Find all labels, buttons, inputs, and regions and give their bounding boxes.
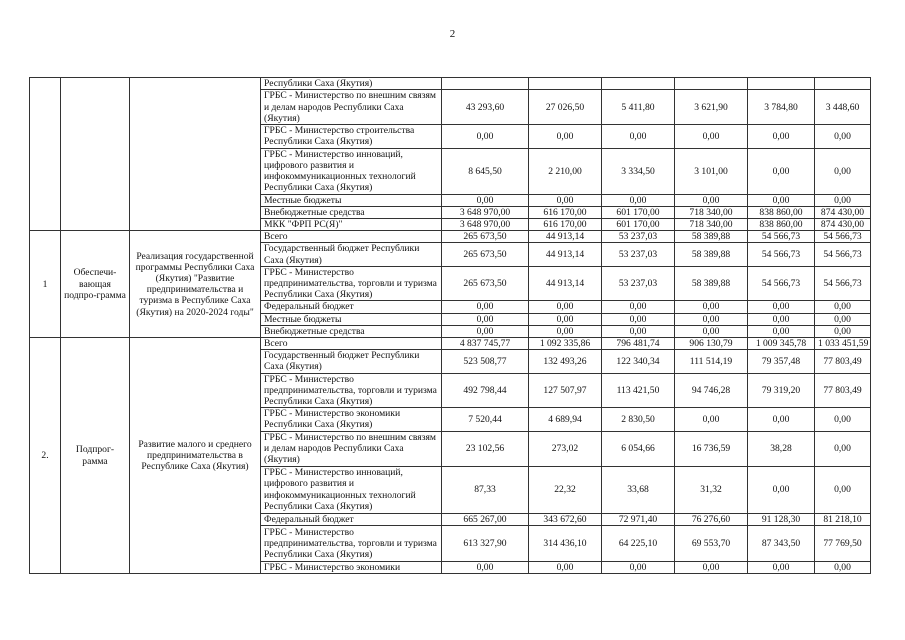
amount-cell: 23 102,56 (442, 431, 529, 466)
amount-cell: 0,00 (815, 125, 871, 148)
amount-cell: 906 130,79 (675, 338, 748, 350)
amount-cell: 0,00 (529, 313, 602, 325)
amount-cell: 5 411,80 (602, 90, 675, 125)
amount-cell: 3 334,50 (602, 148, 675, 194)
amount-cell: 0,00 (815, 431, 871, 466)
amount-cell: 0,00 (748, 466, 815, 513)
amount-cell: 43 293,60 (442, 90, 529, 125)
amount-cell: 0,00 (442, 194, 529, 206)
program-name (130, 78, 261, 231)
amount-cell: 132 493,26 (529, 350, 602, 373)
funding-source: Федеральный бюджет (261, 301, 442, 313)
amount-cell: 79 319,20 (748, 373, 815, 408)
amount-cell: 613 327,90 (442, 525, 529, 561)
program-name: Развитие малого и среднего предпринимательства в Республике Саха (Якутия) (130, 338, 261, 574)
amount-cell: 2 830,50 (602, 408, 675, 431)
amount-cell: 54 566,73 (748, 243, 815, 266)
amount-cell: 87 343,50 (748, 525, 815, 561)
amount-cell: 0,00 (675, 194, 748, 206)
amount-cell: 0,00 (815, 325, 871, 337)
amount-cell: 0,00 (815, 466, 871, 513)
amount-cell: 31,32 (675, 466, 748, 513)
funding-source: Государственный бюджет Республики Саха (Якутия) (261, 350, 442, 373)
amount-cell: 0,00 (815, 408, 871, 431)
amount-cell: 718 340,00 (675, 206, 748, 218)
amount-cell: 54 566,73 (815, 231, 871, 243)
amount-cell: 76 276,60 (675, 513, 748, 525)
amount-cell: 1 009 345,78 (748, 338, 815, 350)
funding-source: ГРБС - Министерство инноваций, цифрового развития и инфокоммуникационных технологий Республики Саха (Якутия) (261, 466, 442, 513)
amount-cell: 81 218,10 (815, 513, 871, 525)
funding-source: ГРБС - Министерство строительства Республики Саха (Якутия) (261, 125, 442, 148)
amount-cell: 796 481,74 (602, 338, 675, 350)
row-number (30, 78, 61, 231)
amount-cell: 58 389,88 (675, 231, 748, 243)
amount-cell (675, 78, 748, 90)
amount-cell: 22,32 (529, 466, 602, 513)
amount-cell: 0,00 (748, 313, 815, 325)
amount-cell: 0,00 (602, 325, 675, 337)
amount-cell: 69 553,70 (675, 525, 748, 561)
amount-cell: 0,00 (748, 301, 815, 313)
funding-source: ГРБС - Министерство экономики Республики Саха (Якутия) (261, 408, 442, 431)
amount-cell: 33,68 (602, 466, 675, 513)
funding-source: Местные бюджеты (261, 313, 442, 325)
amount-cell: 314 436,10 (529, 525, 602, 561)
amount-cell: 0,00 (815, 313, 871, 325)
amount-cell: 53 237,03 (602, 266, 675, 301)
amount-cell (815, 78, 871, 90)
amount-cell: 343 672,60 (529, 513, 602, 525)
amount-cell: 53 237,03 (602, 231, 675, 243)
amount-cell: 127 507,97 (529, 373, 602, 408)
row-number: 2. (30, 338, 61, 574)
page-number: 2 (449, 28, 456, 40)
amount-cell: 874 430,00 (815, 219, 871, 231)
amount-cell: 718 340,00 (675, 219, 748, 231)
amount-cell: 122 340,34 (602, 350, 675, 373)
amount-cell: 1 033 451,59 (815, 338, 871, 350)
funding-source: Федеральный бюджет (261, 513, 442, 525)
program-type (61, 78, 130, 231)
amount-cell: 0,00 (442, 561, 529, 573)
amount-cell: 27 026,50 (529, 90, 602, 125)
table-row (30, 78, 871, 90)
funding-source: ГРБС - Министерство инноваций, цифрового развития и инфокоммуникационных технологий Республики Саха (Якутия) (261, 148, 442, 194)
amount-cell: 0,00 (748, 561, 815, 573)
amount-cell: 265 673,50 (442, 231, 529, 243)
amount-cell: 38,28 (748, 431, 815, 466)
amount-cell: 0,00 (815, 148, 871, 194)
amount-cell: 58 389,88 (675, 266, 748, 301)
amount-cell: 6 054,66 (602, 431, 675, 466)
amount-cell: 79 357,48 (748, 350, 815, 373)
amount-cell: 0,00 (529, 301, 602, 313)
program-type: Подпрог-рамма (61, 338, 130, 574)
amount-cell: 0,00 (602, 561, 675, 573)
amount-cell: 3 101,00 (675, 148, 748, 194)
amount-cell: 0,00 (602, 125, 675, 148)
amount-cell: 3 784,80 (748, 90, 815, 125)
amount-cell: 492 798,44 (442, 373, 529, 408)
row-number: 1 (30, 231, 61, 338)
amount-cell: 0,00 (748, 408, 815, 431)
amount-cell: 44 913,14 (529, 231, 602, 243)
amount-cell: 16 736,59 (675, 431, 748, 466)
funding-source: ГРБС - Министерство по внешним связям и делам народов Республики Саха (Якутия) (261, 431, 442, 466)
funding-source: ГРБС - Министерство по внешним связям и делам народов Республики Саха (Якутия) (261, 90, 442, 125)
amount-cell: 91 128,30 (748, 513, 815, 525)
amount-cell: 265 673,50 (442, 266, 529, 301)
funding-source: ГРБС - Министерство предпринимательства, торговли и туризма Республики Саха (Якутия) (261, 266, 442, 301)
amount-cell: 0,00 (675, 313, 748, 325)
amount-cell: 0,00 (529, 194, 602, 206)
amount-cell: 0,00 (602, 301, 675, 313)
amount-cell: 3 648 970,00 (442, 206, 529, 218)
amount-cell: 72 971,40 (602, 513, 675, 525)
amount-cell (442, 78, 529, 90)
amount-cell: 0,00 (602, 313, 675, 325)
amount-cell: 54 566,73 (748, 266, 815, 301)
amount-cell: 77 769,50 (815, 525, 871, 561)
amount-cell: 0,00 (675, 561, 748, 573)
budget-table (29, 77, 871, 574)
table-row (30, 231, 871, 243)
table-row (30, 338, 871, 350)
amount-cell: 0,00 (529, 125, 602, 148)
funding-source: Внебюджетные средства (261, 325, 442, 337)
amount-cell: 838 860,00 (748, 206, 815, 218)
amount-cell: 0,00 (529, 325, 602, 337)
funding-source: Всего (261, 231, 442, 243)
amount-cell: 0,00 (675, 408, 748, 431)
amount-cell: 3 621,90 (675, 90, 748, 125)
amount-cell: 64 225,10 (602, 525, 675, 561)
amount-cell: 54 566,73 (748, 231, 815, 243)
amount-cell (748, 78, 815, 90)
amount-cell: 0,00 (748, 194, 815, 206)
amount-cell: 523 508,77 (442, 350, 529, 373)
funding-source: ГРБС - Министерство предпринимательства, торговли и туризма Республики Саха (Якутия) (261, 373, 442, 408)
amount-cell: 4 837 745,77 (442, 338, 529, 350)
amount-cell: 265 673,50 (442, 243, 529, 266)
amount-cell: 0,00 (602, 194, 675, 206)
amount-cell: 0,00 (442, 313, 529, 325)
amount-cell: 8 645,50 (442, 148, 529, 194)
amount-cell: 0,00 (675, 325, 748, 337)
amount-cell: 94 746,28 (675, 373, 748, 408)
funding-source: МКК "ФРП РС(Я)" (261, 219, 442, 231)
funding-source: ГРБС - Министерство экономики (261, 561, 442, 573)
amount-cell: 838 860,00 (748, 219, 815, 231)
amount-cell: 53 237,03 (602, 243, 675, 266)
amount-cell: 3 448,60 (815, 90, 871, 125)
amount-cell: 0,00 (748, 148, 815, 194)
amount-cell: 111 514,19 (675, 350, 748, 373)
amount-cell: 4 689,94 (529, 408, 602, 431)
amount-cell: 616 170,00 (529, 206, 602, 218)
amount-cell: 54 566,73 (815, 243, 871, 266)
amount-cell: 77 803,49 (815, 373, 871, 408)
amount-cell (602, 78, 675, 90)
amount-cell: 0,00 (442, 325, 529, 337)
amount-cell: 44 913,14 (529, 266, 602, 301)
amount-cell: 7 520,44 (442, 408, 529, 431)
amount-cell: 0,00 (675, 301, 748, 313)
funding-source: Внебюджетные средства (261, 206, 442, 218)
amount-cell: 616 170,00 (529, 219, 602, 231)
amount-cell: 113 421,50 (602, 373, 675, 408)
funding-source: Государственный бюджет Республики Саха (Якутия) (261, 243, 442, 266)
funding-source: ГРБС - Министерство предпринимательства, торговли и туризма Республики Саха (Якутия) (261, 525, 442, 561)
amount-cell: 0,00 (442, 125, 529, 148)
amount-cell: 0,00 (815, 194, 871, 206)
amount-cell: 0,00 (815, 301, 871, 313)
amount-cell: 665 267,00 (442, 513, 529, 525)
amount-cell: 0,00 (815, 561, 871, 573)
amount-cell: 601 170,00 (602, 219, 675, 231)
amount-cell: 87,33 (442, 466, 529, 513)
funding-source: Всего (261, 338, 442, 350)
program-name: Реализация государственной программы Республики Саха (Якутия) "Развитие предпринимательства и туризма в Республике Саха (Якутия) на 2020-2024 годы" (130, 231, 261, 338)
amount-cell: 0,00 (675, 125, 748, 148)
amount-cell: 44 913,14 (529, 243, 602, 266)
amount-cell: 874 430,00 (815, 206, 871, 218)
program-type: Обеспечи-вающая подпро-грамма (61, 231, 130, 338)
amount-cell: 54 566,73 (815, 266, 871, 301)
amount-cell: 1 092 335,86 (529, 338, 602, 350)
amount-cell: 58 389,88 (675, 243, 748, 266)
funding-source: Республики Саха (Якутия) (261, 78, 442, 90)
amount-cell: 3 648 970,00 (442, 219, 529, 231)
amount-cell: 2 210,00 (529, 148, 602, 194)
amount-cell: 0,00 (748, 125, 815, 148)
amount-cell: 77 803,49 (815, 350, 871, 373)
amount-cell: 273,02 (529, 431, 602, 466)
amount-cell (529, 78, 602, 90)
funding-source: Местные бюджеты (261, 194, 442, 206)
amount-cell: 0,00 (748, 325, 815, 337)
amount-cell: 0,00 (442, 301, 529, 313)
amount-cell: 0,00 (529, 561, 602, 573)
amount-cell: 601 170,00 (602, 206, 675, 218)
